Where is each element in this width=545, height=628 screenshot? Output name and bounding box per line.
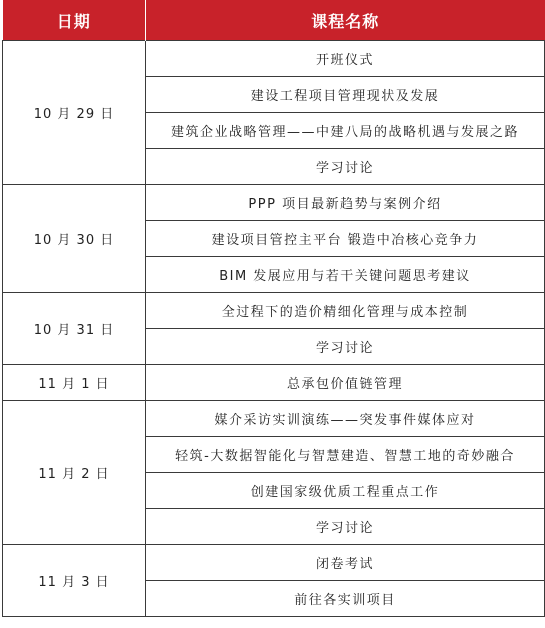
course-cell: 总承包价值链管理	[146, 365, 545, 401]
schedule-table	[2, 0, 545, 617]
date-cell: 11 月 3 日	[3, 545, 146, 617]
table-body	[3, 41, 545, 617]
course-cell: BIM 发展应用与若干关键问题思考建议	[146, 257, 545, 293]
course-cell: PPP 项目最新趋势与案例介绍	[146, 185, 545, 221]
course-cell: 学习讨论	[146, 509, 545, 545]
table-row	[3, 365, 545, 401]
course-column-header: 课程名称	[146, 0, 545, 41]
header-row	[3, 0, 545, 41]
table-row	[3, 545, 545, 581]
course-cell: 轻筑-大数据智能化与智慧建造、智慧工地的奇妙融合	[146, 437, 545, 473]
date-cell: 11 月 2 日	[3, 401, 146, 545]
course-cell: 学习讨论	[146, 149, 545, 185]
date-cell: 10 月 30 日	[3, 185, 146, 293]
table-row	[3, 293, 545, 329]
date-cell: 10 月 31 日	[3, 293, 146, 365]
table-row	[3, 185, 545, 221]
course-cell: 全过程下的造价精细化管理与成本控制	[146, 293, 545, 329]
course-cell: 创建国家级优质工程重点工作	[146, 473, 545, 509]
course-cell: 建设工程项目管理现状及发展	[146, 77, 545, 113]
table-header	[3, 0, 545, 41]
course-cell: 前往各实训项目	[146, 581, 545, 617]
course-cell: 媒介采访实训演练——突发事件媒体应对	[146, 401, 545, 437]
course-cell: 闭卷考试	[146, 545, 545, 581]
table-row	[3, 41, 545, 77]
date-cell: 11 月 1 日	[3, 365, 146, 401]
course-schedule	[2, 0, 544, 617]
date-column-header: 日期	[3, 0, 146, 41]
course-cell: 建筑企业战略管理——中建八局的战略机遇与发展之路	[146, 113, 545, 149]
course-cell: 建设项目管控主平台 锻造中冶核心竞争力	[146, 221, 545, 257]
table-row	[3, 401, 545, 437]
course-cell: 学习讨论	[146, 329, 545, 365]
date-cell: 10 月 29 日	[3, 41, 146, 185]
course-cell: 开班仪式	[146, 41, 545, 77]
